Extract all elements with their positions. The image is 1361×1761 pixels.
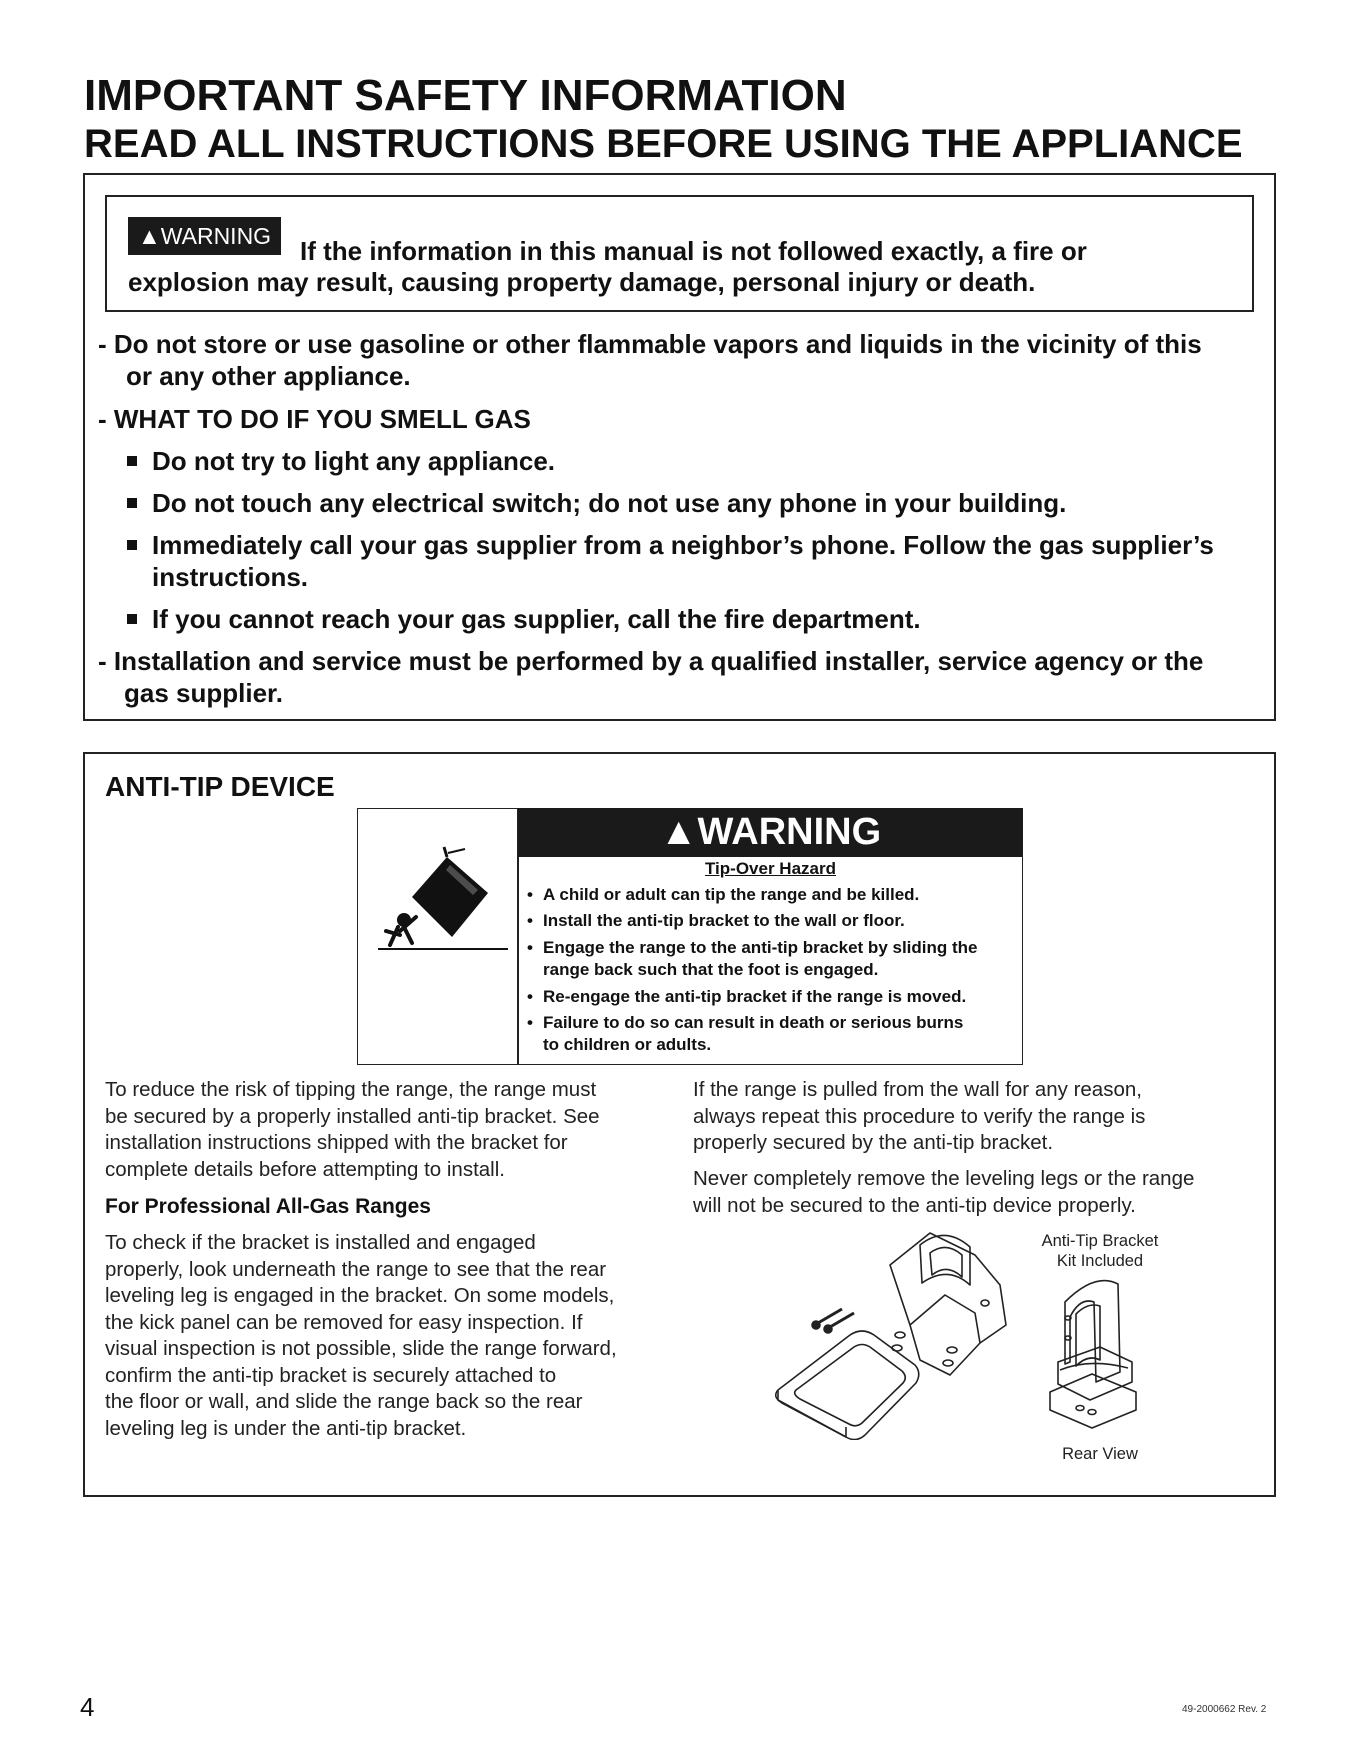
gas-bullet-1-text: Do not try to light any appliance. [152, 446, 556, 476]
tip-item-1 [527, 884, 920, 906]
bracket-kit-caption-line2: Kit Included [1056, 1252, 1144, 1270]
right-para2-line: Never completely remove the leveling legs or the range [693, 1167, 1195, 1190]
left-para1-line: installation instructions shipped with the bracket for [105, 1131, 568, 1154]
tip-item-3-text: Engage the range to the anti-tip bracket by sliding the [543, 938, 978, 957]
rear-view-bracket-illustration [1040, 1262, 1150, 1432]
gas-bullet-3 [152, 529, 1214, 561]
right-para1-line: If the range is pulled from the wall for any reason, [693, 1078, 1142, 1101]
bullet-dot-icon: • [527, 938, 533, 957]
square-bullet-icon [127, 540, 137, 550]
left-para1-line: be secured by a properly installed anti-tip bracket. See [105, 1104, 600, 1128]
tip-item-3-line2: range back such that the foot is engaged. [543, 960, 879, 979]
left-para2-line: visual inspection is not possible, slide the range forward, [105, 1337, 617, 1360]
tip-warning-header-text: WARNING [697, 811, 882, 853]
tip-item-1-text: A child or adult can tip the range and be killed. [543, 885, 920, 904]
tip-item-3 [527, 937, 978, 959]
tipping-range-icon [370, 845, 510, 955]
safety-item-3-line1: - Installation and service must be performed by a qualified installer, service agency or the [98, 646, 1204, 676]
professional-ranges-subheading: For Professional All-Gas Ranges [105, 1195, 431, 1218]
bullet-dot-icon: • [527, 911, 533, 930]
warning-badge [128, 217, 281, 255]
bracket-kit-caption-line1: Anti-Tip Bracket [1041, 1232, 1159, 1250]
warning-triangle-icon: ▲ [659, 811, 698, 853]
gas-bullet-2 [152, 487, 1066, 519]
left-para2-line: leveling leg is engaged in the bracket. On some models, [105, 1284, 615, 1307]
anti-tip-bracket-kit-illustration [770, 1225, 1040, 1440]
right-para1-line: always repeat this procedure to verify the range is [693, 1104, 1146, 1128]
tip-item-2-text: Install the anti-tip bracket to the wall or floor. [543, 911, 905, 930]
left-para2-line: leveling leg is under the anti-tip bracket. [105, 1416, 467, 1440]
gas-bullet-4 [152, 603, 921, 635]
gas-bullet-1 [152, 445, 555, 477]
tip-item-2 [527, 910, 905, 932]
square-bullet-icon [127, 498, 137, 508]
page-subtitle: READ ALL INSTRUCTIONS BEFORE USING THE APPLIANCE [84, 122, 1243, 166]
left-para2-line: the kick panel can be removed for easy inspection. If [105, 1310, 583, 1334]
bullet-dot-icon: • [527, 987, 533, 1006]
document-number: 49-2000662 Rev. 2 [1182, 1704, 1267, 1715]
left-para2-line: confirm the anti-tip bracket is securely attached to [105, 1363, 557, 1387]
tip-item-5 [527, 1012, 964, 1034]
warning-triangle-icon: ▲ [138, 223, 161, 249]
bullet-dot-icon: • [527, 885, 533, 904]
safety-item-3-line2: gas supplier. [124, 678, 283, 708]
left-para2-line: the floor or wall, and slide the range back so the rear [105, 1390, 583, 1413]
right-para2-line: will not be secured to the anti-tip device properly. [693, 1193, 1136, 1217]
tip-item-5-line2: to children or adults. [543, 1035, 712, 1054]
safety-item-1-line2: or any other appliance. [126, 361, 411, 391]
right-paragraph-2 [693, 1166, 1194, 1219]
left-para1-line: To reduce the risk of tipping the range, the range must [105, 1078, 597, 1101]
right-paragraph-1 [693, 1077, 1145, 1157]
square-bullet-icon [127, 456, 137, 466]
square-bullet-icon [127, 614, 137, 624]
left-para1-line: complete details before attempting to install. [105, 1157, 505, 1181]
warning-text-line1: If the information in this manual is not followed exactly, a fire or [300, 236, 1087, 266]
bullet-dot-icon: • [527, 1013, 533, 1032]
gas-bullet-3-text: Immediately call your gas supplier from a neighbor’s phone. Follow the gas supplier’s [152, 530, 1214, 560]
right-para1-line: properly secured by the anti-tip bracket. [693, 1131, 1054, 1154]
bracket-kit-caption [1020, 1231, 1180, 1271]
safety-item-1-line1: - Do not store or use gasoline or other flammable vapors and liquids in the vicinity of this [98, 329, 1202, 359]
tip-over-hazard-title: Tip-Over Hazard [704, 859, 836, 878]
left-paragraph-1 [105, 1077, 600, 1183]
safety-item-2: - WHAT TO DO IF YOU SMELL GAS [98, 404, 531, 434]
page-title: IMPORTANT SAFETY INFORMATION [84, 71, 847, 120]
warning-badge-label: WARNING [160, 223, 272, 249]
left-para2-line: To check if the bracket is installed and engaged [105, 1231, 536, 1254]
gas-bullet-3-line2: instructions. [152, 562, 309, 592]
tip-warning-header [518, 808, 1023, 857]
left-paragraph-2 [105, 1230, 617, 1442]
page-number: 4 [80, 1692, 95, 1722]
left-para2-line: properly, look underneath the range to see that the rear [105, 1257, 607, 1281]
gas-bullet-4-text: If you cannot reach your gas supplier, call the fire department. [152, 604, 921, 634]
warning-text-line2: explosion may result, causing property damage, personal injury or death. [128, 267, 1036, 297]
tip-item-4-text: Re-engage the anti-tip bracket if the range is moved. [543, 987, 967, 1006]
rear-view-caption: Rear View [1062, 1445, 1138, 1463]
tip-item-5-text: Failure to do so can result in death or serious burns [543, 1013, 964, 1032]
gas-bullet-2-text: Do not touch any electrical switch; do not use any phone in your building. [152, 488, 1067, 518]
anti-tip-title: ANTI-TIP DEVICE [105, 771, 335, 802]
tip-item-4 [527, 986, 967, 1008]
